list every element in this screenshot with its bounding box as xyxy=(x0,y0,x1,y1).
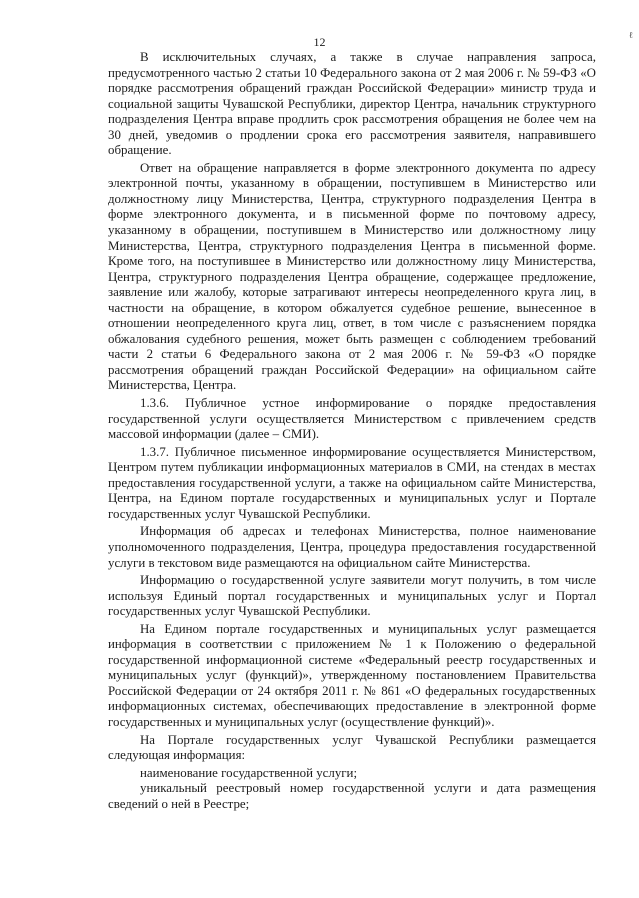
list-item: наименование государственной услуги; xyxy=(140,765,358,780)
page-number: 12 xyxy=(313,35,326,49)
paragraph-unified-portal: На Едином портале государственных и муниципальных услуг размещается информация в соответствии с приложением № 1 к Положению о федеральной государственной информационной системе «Федеральный реестр государственных и муниципальных услуг (функций)», утвержденному постановлением Правительства Российской Федерации от 24 октября 2011 г. № 861 «О федеральных государственных информационных системах, обеспечивающих предоставление в электронной форме государственных и муниципальных услуг (осуществление функций)». xyxy=(108,621,596,729)
paragraph-1-3-7: 1.3.7. Публичное письменное информирование осуществляется Министерством, Центром путем публикации информационных материалов в СМИ, на стендах в местах предоставления государственной услуги, а также на официальном сайте Министерства, Центра, на Едином портале государственных и муниципальных услуг и Портале государственных услуг Чувашской Республики. xyxy=(108,444,596,521)
paragraph-service-info: Информацию о государственной услуге заявители могут получить, в том числе используя Единый портал государственных и муниципальных услуг и Портал государственных услуг Чувашской Республики. xyxy=(108,573,596,619)
paragraph-response-form: Ответ на обращение направляется в форме электронного документа по адресу электронной почты, указанному в обращении, поступившем в Министерство или должностному лицу Министерства, Центра, структурного подразделения Центра в форме электронного документа, и в письменной форме по почтовому адресу, указанному в обращении, поступившем в Министерство или должностному лицу Министерства, Центра, структурного подразделения Центра в письменной форме. Кроме того, на поступившее в Министерство или должностному лицу Министерства, Центра, структурного подразделения Центра обращение, содержащее предложение, заявление или жалобу, которые затрагивают интересы неопределенного круга лиц, в частности на обращение, в котором обжалуется судебное решение, вынесенное в отношении неопределенного круга лиц, ответ, в том числе с разъяснением порядка обжалования судебного решения, может быть размещен с соблюдением требований части 2 статьи 6 Федерального закона от 2 мая 2006 г. № 59-ФЗ «О порядке рассмотрения обращений граждан Российской Федерации» на официальном сайте Министерства, Центра. xyxy=(108,160,596,393)
corner-mark: ℓ xyxy=(628,30,633,40)
paragraph-addresses-phones: Информация об адресах и телефонах Министерства, полное наименование уполномоченного подразделения, Центра, процедура предоставления государственной услуги в текстовом виде размещаются на официальном сайте Министерства. xyxy=(108,524,596,570)
list-item: уникальный реестровый номер государственной услуги и дата размещения сведений о ней в Реестре; xyxy=(108,781,596,811)
paragraph-1-3-6: 1.3.6. Публичное устное информирование о порядке предоставления государственной услуги осуществляется Министерством с привлечением средств массовой информации (далее – СМИ). xyxy=(108,396,596,442)
document-body xyxy=(108,50,596,812)
paragraph-extension-of-term: В исключительных случаях, а также в случае направления запроса, предусмотренного частью 2 статьи 10 Федерального закона от 2 мая 2006 г. № 59-ФЗ «О порядке рассмотрения обращений граждан Российской Федерации» министр труда и социальной защиты Чувашской Республики, директор Центра, начальник структурного подразделения Центра вправе продлить срок рассмотрения обращения не более чем на 30 дней, уведомив о продлении срока его рассмотрения заявителя, направившего обращение. xyxy=(108,50,596,158)
paragraph-chuvash-portal: На Портале государственных услуг Чувашской Республики размещается следующая информация: xyxy=(108,732,596,763)
